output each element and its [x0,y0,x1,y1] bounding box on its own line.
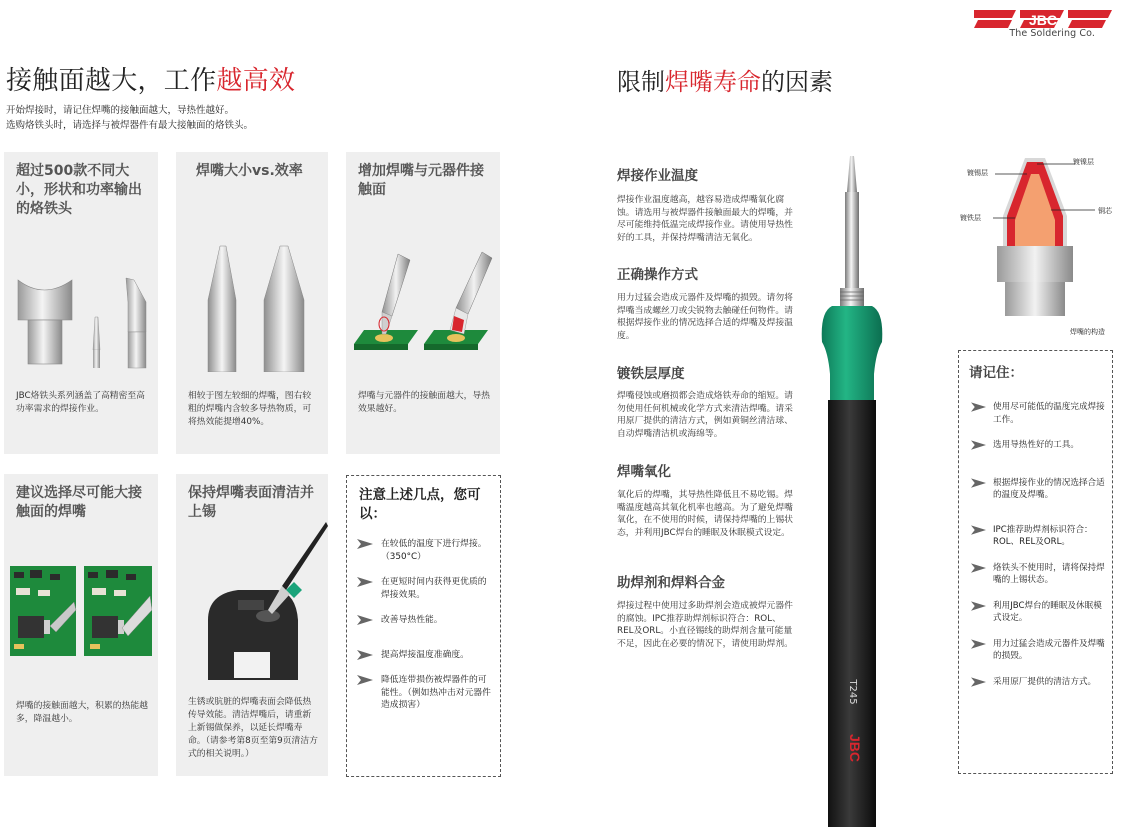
arrow-icon [971,440,986,450]
card-text: 焊嘴与元器件的接触面越大，导热效果越好。 [358,391,490,414]
arrow-icon [357,615,373,625]
arrow-icon [971,601,986,611]
card-title: 超过500款不同大小，形状和功率输出的烙铁头 [16,163,142,217]
arrow-icon [971,402,986,412]
pcb-soldering-illustration [10,566,152,658]
factor-text: 焊接过程中使用过多助焊剂会造成被焊元器件的腐蚀。IPC推荐助焊剂标识符合：ROL、REL及ORL。小直径锡线的助焊剂含量可能量不足，因此在必要的情况下，请使用助焊剂。 [617,601,793,649]
remember-list [971,401,1106,688]
arrow-icon [971,639,986,649]
factor-heading: 助焊剂和焊料合金 [617,575,725,591]
factor-text: 用力过猛会造成元器件及焊嘴的损毁。请勿将焊嘴当成螺丝刀或尖锐物去触碰任何物件。请根据焊接作业的情况选择合适的焊嘴及焊接温度。 [617,293,793,341]
factor-text: 焊接作业温度越高，越容易造成焊嘴氧化腐蚀。请选用与被焊器件接触面最大的焊嘴，并尽可能维持低温完成焊接作业。请使用导热性好的工具，并保持焊嘴清洁无氧化。 [617,195,793,243]
card-text: 相较于图左较细的焊嘴，图右较粗的焊嘴内含较多导热物质，可将热效能提增40%。 [188,391,312,427]
arrow-icon [971,525,986,535]
remember-title: 请记住： [969,365,1023,381]
label-nickel-layer: 镀镍层 [1073,158,1094,166]
card-title: 保持焊嘴表面清洁并上锡 [188,485,314,520]
diagram-caption: 焊嘴的构造 [1070,328,1105,336]
list-item: 在较低的温度下进行焊接。（350°C） [357,538,492,563]
card-title: 焊嘴大小vs.效率 [196,163,303,179]
list-item: 烙铁头不使用时，请将保持焊嘴的上锡状态。 [971,562,1106,587]
card-title: 建议选择尽可能大接触面的焊嘴 [16,485,142,520]
card-title: 增加焊嘴与元器件接触面 [358,163,484,198]
list-item: 根据焊接作业的情况选择合适的温度及焊嘴。 [971,477,1106,502]
card-text: 焊嘴的接触面越大，积累的热能越多，降温越小。 [16,701,148,724]
label-copper-core: 铜芯 [1098,207,1112,215]
right-title: 限制焊嘴寿命的因素 [617,68,833,96]
tip-on-pad-illustration [352,244,496,368]
factor-text: 焊嘴侵蚀或磨损都会造成烙铁寿命的缩短。请勿使用任何机械或化学方式来清洁焊嘴。请采用原厂提供的清洁方式，例如黄铜丝清洁球、自动焊嘴清洁机或海绵等。 [617,391,793,439]
card-tip-size [176,152,328,454]
notice-box [346,475,501,777]
soldering-iron-illustration [810,152,894,827]
factor-heading: 焊接作业温度 [617,168,698,184]
label-iron-layer: 镀铁层 [960,214,981,222]
left-intro: 开始焊接时，请记住焊嘴的接触面越大，导热性越好。 选购烙铁头时，请选择与被焊器件有最大接触面的烙铁头。 [6,105,254,131]
card-contact-area [346,152,500,454]
logo-tagline: The Soldering Co. [1009,28,1095,39]
card-keep-clean [176,474,328,776]
list-item: 采用原厂提供的清洁方式。 [971,676,1106,689]
label-tin-layer: 镀锡层 [967,169,988,177]
left-title: 接触面越大，工作越高效 [6,66,296,96]
list-item: 降低连带损伤被焊器件的可能性。（例如热冲击对元器件造成损害） [357,674,492,712]
list-item: 改善导热性能。 [357,614,492,627]
card-tip-range [4,152,158,454]
arrow-icon [971,478,986,488]
card-text: JBC烙铁头系列涵盖了高精密至高功率需求的焊接作业。 [16,391,145,414]
tip-structure-diagram [955,150,1115,340]
list-item: 提高焊接温度准确度。 [357,649,492,662]
notice-title: 注意上述几点，您可以： [359,487,481,522]
factor-heading: 焊嘴氧化 [617,464,671,480]
card-large-contact [4,474,158,776]
factor-text: 氧化后的焊嘴，其导热性降低且不易吃锡。焊嘴温度越高其氧化机率也越高。为了避免焊嘴氧化，在不使用的时候，请保持焊嘴的上锡状态，并利用JBC焊台的睡眠及休眠模式设定。 [617,490,793,538]
remember-box [958,350,1113,774]
list-item: 使用尽可能低的温度完成焊接工作。 [971,401,1106,426]
arrow-icon [357,650,373,660]
svg-text:JBC: JBC [1028,12,1058,28]
notice-list [357,538,492,725]
card-text: 生锈或肮脏的焊嘴表面会降低热传导效能。清洁焊嘴后，请重新上新锡做保养，以延长焊嘴寿命。（请参考第8页至第9页清洁方式的相关说明。） [188,697,318,759]
tip-size-comparison-illustration [202,240,312,372]
list-item: 利用JBC焊台的睡眠及休眠模式设定。 [971,600,1106,625]
factor-heading: 正确操作方式 [617,267,698,283]
list-item: 在更短时间内获得更优质的焊接效果。 [357,576,492,601]
soldering-tips-illustration [14,272,154,372]
list-item: IPC推荐助焊剂标识符合：ROL、REL及ORL。 [971,524,1106,549]
list-item: 用力过猛会造成元器件及焊嘴的损毁。 [971,638,1106,663]
factor-heading: 镀铁层厚度 [617,366,685,382]
list-item: 选用导热性好的工具。 [971,439,1106,452]
arrow-icon [357,675,373,685]
arrow-icon [971,677,986,687]
svg-text:JBC: JBC [847,733,863,763]
arrow-icon [971,563,986,573]
arrow-icon [357,577,373,587]
tip-cleaner-illustration [186,520,328,690]
svg-text:T245: T245 [847,679,858,705]
arrow-icon [357,539,373,549]
